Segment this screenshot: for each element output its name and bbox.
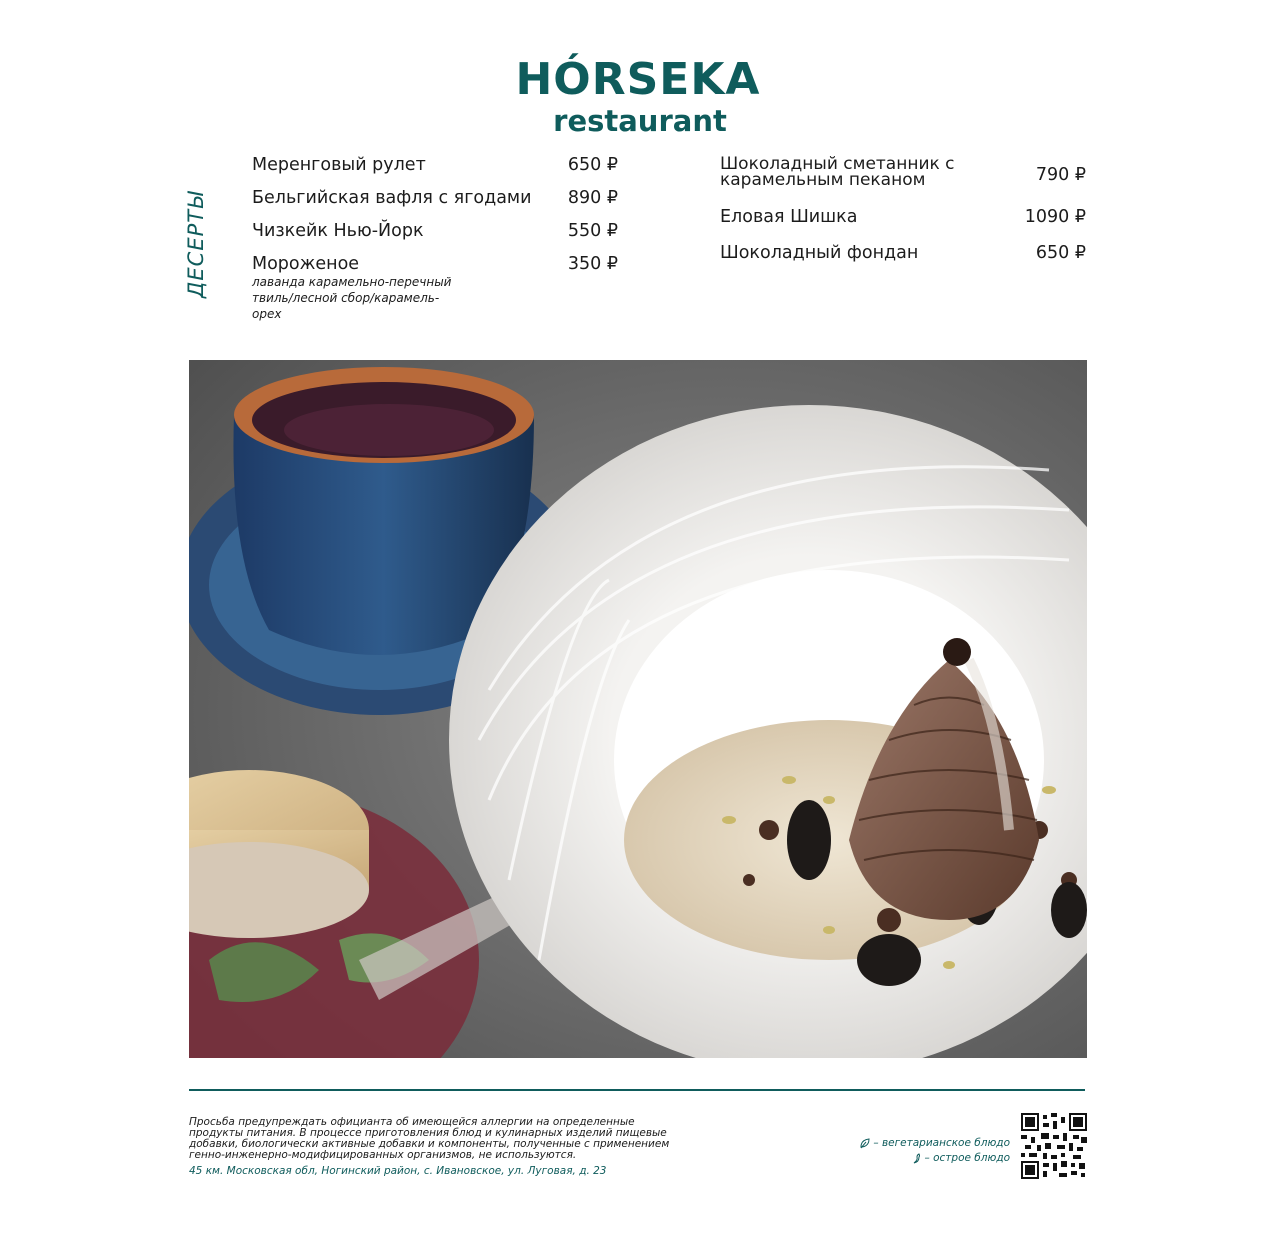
- qr-code-icon: [1021, 1113, 1087, 1179]
- item-price: 550 ₽: [567, 221, 618, 241]
- item-name: Шоколадный сметанник с карамельным пеканом: [720, 154, 955, 190]
- footer-divider: [189, 1089, 1085, 1091]
- menu-item: [252, 222, 620, 255]
- menu-item: [252, 189, 620, 222]
- section-title: ДЕСЕРТЫ: [184, 190, 208, 298]
- legend-vegetarian: [830, 1136, 1010, 1151]
- item-price: 890 ₽: [567, 188, 618, 208]
- item-name: Шоколадный фондан: [720, 243, 919, 263]
- legend-spicy-text: – острое блюдо: [924, 1152, 1010, 1164]
- restaurant-address: 45 км. Московская обл, Ногинский район, с. Ивановское, ул. Луговая, д. 23: [189, 1165, 607, 1177]
- item-price: 650 ₽: [567, 155, 618, 175]
- leaf-icon: [860, 1138, 870, 1149]
- menu-item: [720, 156, 1088, 208]
- item-name: Еловая Шишка: [720, 207, 858, 227]
- menu-column-left: [252, 156, 620, 325]
- menu-item: [720, 208, 1088, 244]
- item-name: Меренговый рулет: [252, 155, 426, 175]
- dish-legend: [830, 1136, 1010, 1166]
- allergy-note: Просьба предупреждать официанта об имеющейся аллергии на определенные продукты питания. В процессе приготовления блюд и кулинарных изделий пищевые добавки, биологически активные добавки и компоненты, полученные с применением генно-инженерно-модифицированных организмов, не используются.: [189, 1116, 670, 1161]
- dessert-photo: [189, 360, 1087, 1058]
- legend-spicy: [830, 1151, 1010, 1166]
- item-name: Бельгийская вафля с ягодами: [252, 188, 532, 208]
- legend-vegetarian-text: – вегетарианское блюдо: [873, 1137, 1010, 1149]
- item-description: лаванда карамельно-перечный твиль/лесной сбор/карамель-орех: [252, 275, 452, 321]
- dessert-photo-illustration: [189, 360, 1087, 1058]
- chili-icon: [912, 1153, 922, 1164]
- brand-subtitle: restaurant: [553, 104, 727, 138]
- item-name: Мороженое: [252, 254, 360, 274]
- brand-name: HÓRSEKA: [515, 54, 761, 105]
- item-name: Чизкейк Нью-Йорк: [252, 221, 424, 241]
- item-price: 650 ₽: [1035, 243, 1086, 263]
- menu-column-right: [720, 156, 1088, 280]
- item-price: 1090 ₽: [1024, 207, 1086, 227]
- item-price: 350 ₽: [567, 254, 618, 274]
- menu-item: [720, 244, 1088, 280]
- logo: [0, 54, 1276, 136]
- item-price: 790 ₽: [1035, 165, 1086, 185]
- menu-item: [252, 156, 620, 189]
- menu-item: [252, 255, 620, 325]
